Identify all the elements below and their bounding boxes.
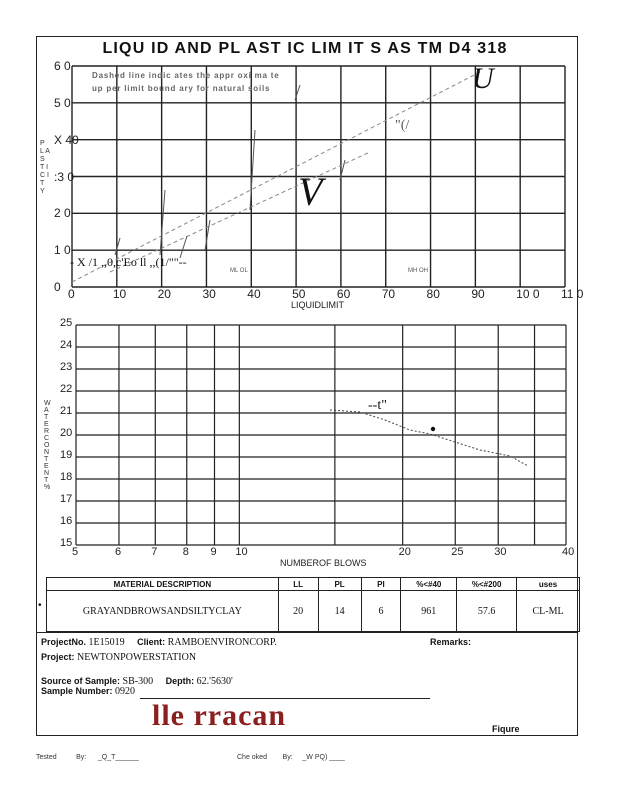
tested-by-label: By: xyxy=(76,754,87,761)
project-value: NEWTONPOWERSTATION xyxy=(77,652,197,663)
material-table-header xyxy=(47,578,580,591)
remarks-label: Remarks: xyxy=(430,637,472,647)
tested-label: Tested xyxy=(36,754,57,761)
plasticity-x-tick: 60 xyxy=(336,287,351,301)
ml-ol-label: ML OL xyxy=(230,268,248,274)
company-logo: lle rracan xyxy=(152,699,287,732)
flow-x-tick: 20 xyxy=(398,546,411,558)
plasticity-y-tick: 5 0 xyxy=(54,95,71,110)
plasticity-x-tick: 80 xyxy=(426,287,440,301)
flow-x-tick: 30 xyxy=(494,546,507,558)
table-row xyxy=(47,591,580,632)
plasticity-x-tick: 20 xyxy=(157,287,171,301)
footer-tested xyxy=(36,754,139,761)
flow-y-tick: 21 xyxy=(60,405,73,417)
flow-y-tick: 25 xyxy=(60,317,73,329)
checked-by-label: By: xyxy=(282,754,293,761)
tested-by-value: _Q_T______ xyxy=(97,754,139,761)
checked-label: Che oked xyxy=(237,754,267,761)
plasticity-x-tick: 30 xyxy=(202,287,216,301)
header-material: MATERIAL DESCRIPTION xyxy=(47,578,279,591)
project-no-label: ProjectNo. xyxy=(41,637,87,647)
water-content-axis-label: W A T E R C O N T E N T % xyxy=(44,400,51,491)
plasticity-x-tick: 50 xyxy=(292,287,306,301)
flow-x-tick: 8 xyxy=(182,546,189,558)
flow-y-tick: 15 xyxy=(60,537,73,549)
sample-row xyxy=(41,686,135,697)
plasticity-x-tick: 10 0 xyxy=(516,287,540,301)
liquid-limit-axis-label: LIQUIDLIMIT xyxy=(291,300,345,310)
header-pl: PL xyxy=(318,578,361,591)
project-no-value: 1E15019 xyxy=(88,637,125,648)
figure-label: Fiqure xyxy=(492,724,520,734)
flow-y-tick: 22 xyxy=(60,383,73,395)
depth-value: 62.'5630' xyxy=(196,676,233,687)
cell-material: GRAYANDBROWSANDSILTYCLAY xyxy=(47,591,279,632)
header-pi: PI xyxy=(361,578,401,591)
flow-x-tick: 9 xyxy=(210,546,217,558)
plasticity-x-tick: 70 xyxy=(381,287,396,301)
flow-x-tick: 7 xyxy=(151,546,158,558)
material-table xyxy=(46,577,580,632)
header-pct200: %<#200 xyxy=(457,578,517,591)
plasticity-y-tick: X 40 xyxy=(54,132,79,147)
header-uses: uses xyxy=(517,578,580,591)
project-row xyxy=(41,652,196,663)
flow-x-tick: 5 xyxy=(72,546,79,558)
u-line-label: U xyxy=(472,62,494,95)
flow-y-tick: 17 xyxy=(60,493,73,505)
source-value: SB-300 xyxy=(122,676,154,687)
report-title: LIQU ID AND PL AST IC LIM IT S AS TM D4 318 xyxy=(102,40,508,57)
plasticity-x-tick: 0 xyxy=(68,287,75,301)
sample-value: 0920 xyxy=(115,686,136,697)
flow-x-tick: 10 xyxy=(235,546,248,558)
plasticity-x-tick: 11 0 xyxy=(561,287,584,301)
cell-uses: CL-ML xyxy=(517,591,580,632)
cell-pi: 6 xyxy=(361,591,401,632)
plasticity-y-tick: 6 0 xyxy=(54,59,71,73)
source-label: Source of Sample: xyxy=(41,676,121,686)
plasticity-y-tick: 2 0 xyxy=(54,206,71,221)
row-bullet: • xyxy=(38,600,42,611)
depth-label: Depth: xyxy=(165,676,195,686)
flow-x-tick: 40 xyxy=(562,546,575,558)
cell-ll: 20 xyxy=(278,591,318,632)
flow-y-tick: 18 xyxy=(60,471,73,483)
cell-pl: 14 xyxy=(318,591,361,632)
flow-x-tick: 6 xyxy=(114,546,122,558)
flow-y-tick: 24 xyxy=(60,339,73,351)
footer-checked xyxy=(237,754,345,761)
chart-note-line2: up per limit bound ary for natural soils xyxy=(92,84,271,93)
plasticity-x-tick: 90 xyxy=(471,287,485,301)
plasticity-y-tick: 0 xyxy=(54,280,61,294)
checked-by-value: _W PQ) ____ xyxy=(302,754,345,761)
client-label: Client: xyxy=(137,637,166,647)
flow-y-tick: 16 xyxy=(60,515,73,527)
sample-label: Sample Number: xyxy=(41,686,113,696)
cell-pct40: 961 xyxy=(401,591,457,632)
flow-y-tick: 23 xyxy=(60,361,73,373)
flow-y-tick: 20 xyxy=(60,427,73,439)
header-pct40: %<#40 xyxy=(401,578,457,591)
plasticity-y-tick: :3 0 xyxy=(54,169,75,184)
a-line-label: V xyxy=(298,169,323,214)
project-label: Project: xyxy=(41,652,75,662)
plasticity-x-tick: 10 xyxy=(112,287,127,301)
ci-zone-label: "(/ xyxy=(395,118,410,133)
flow-point xyxy=(431,427,435,431)
blows-axis-label: NUMBEROF BLOWS xyxy=(280,558,367,568)
mh-oh-label: MH OH xyxy=(408,268,428,274)
cell-pct200: 57.6 xyxy=(457,591,517,632)
project-no-row xyxy=(41,637,277,648)
header-ll: LL xyxy=(278,578,318,591)
client-value: RAMBOENVIRONCORP. xyxy=(167,637,277,648)
flow-grid xyxy=(76,325,566,545)
cl-ml-zone-label: - X /1 ,,0,c'Eo ll ,,(1/""-- xyxy=(70,255,187,269)
plasticity-y-tick: 1 0 xyxy=(54,243,71,258)
flow-y-tick: 19 xyxy=(60,449,73,461)
chart-note-line1: Dashed line indic ates the appr oxi ma te xyxy=(92,71,280,80)
plasticity-axis-label: P L A S T I C I T Y xyxy=(40,140,50,195)
flow-x-tick: 25 xyxy=(451,546,464,558)
flow-annotation: --t" xyxy=(368,398,387,413)
plasticity-x-tick: 40 xyxy=(247,287,261,301)
info-divider xyxy=(36,632,578,633)
